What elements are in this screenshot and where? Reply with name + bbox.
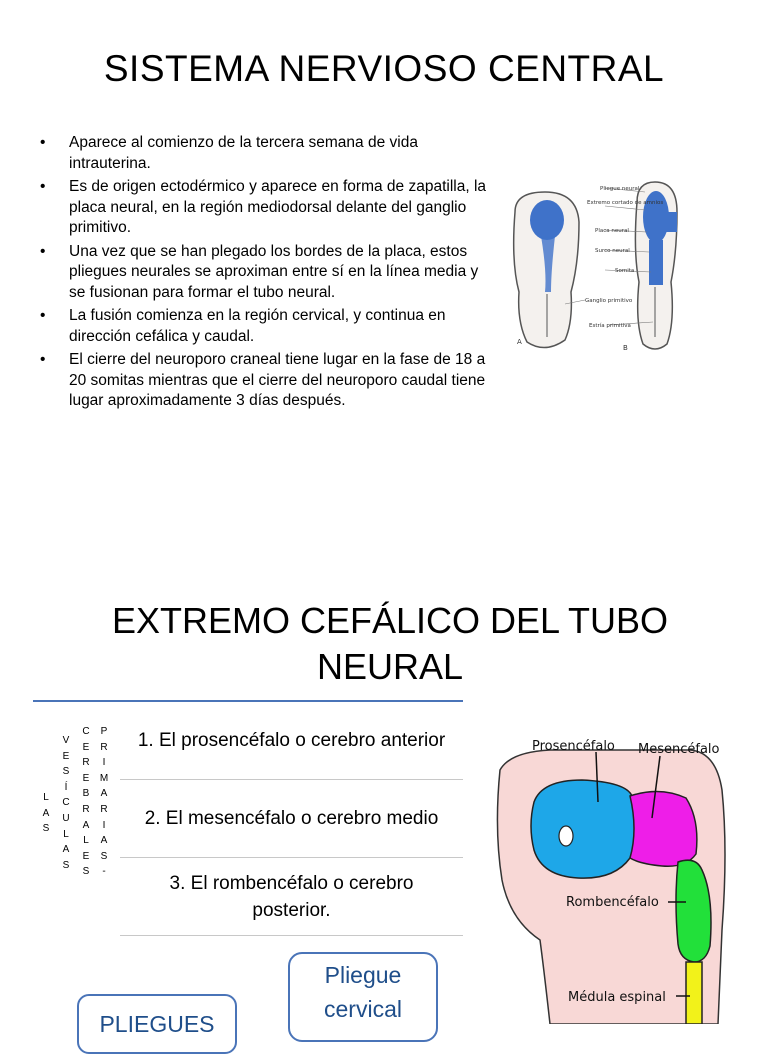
list-item-text: 3. El rombencéfalo o cerebro posterior. (169, 872, 414, 921)
vertical-letter: L (63, 828, 69, 840)
vertical-letter: C (62, 797, 70, 809)
label-prosencefalo: Prosencéfalo (532, 739, 615, 754)
label-pliegue-neural: Pliegue neural (600, 186, 640, 192)
list-item (120, 780, 463, 858)
vertical-letter: E (82, 850, 90, 862)
vesicle-list (120, 702, 463, 936)
label-rombencefalo: Rombencéfalo (566, 895, 659, 910)
vertical-letter: S (42, 823, 50, 835)
label-medula-espinal: Médula espinal (568, 990, 666, 1005)
vertical-letter: Í (64, 781, 68, 793)
bullet-item: • Es de origen ectodérmico y aparece en forma de zapatilla, la placa neural, en la región mediodorsal delante del ganglio primitivo. (38, 177, 490, 239)
vertical-word-vesiculas (59, 733, 73, 873)
vertical-letter: I (102, 819, 106, 831)
vertical-letter: A (100, 835, 108, 847)
slide1-title: SISTEMA NERVIOSO CENTRAL (103, 48, 665, 89)
vertical-letter: S (100, 850, 108, 862)
pliegues-box: PLIEGUES (77, 994, 237, 1054)
vertical-letter: I (102, 757, 106, 769)
vertical-letter: A (100, 788, 108, 800)
vertical-letter: S (62, 859, 70, 871)
vertical-letter: L (83, 835, 89, 847)
list-item-text: 2. El mesencéfalo o cerebro medio (144, 808, 439, 829)
vertical-letter: A (42, 807, 50, 819)
label-placa-neural: Placa neural (595, 228, 629, 234)
vertical-letter: A (62, 844, 70, 856)
bullet-item: • El cierre del neuroporo craneal tiene lugar en la fase de 18 a 20 somitas mientras que el cierre del neuroporo caudal tiene lugar aproximadamente 3 días después. (38, 350, 490, 412)
vertical-letter: - (102, 866, 106, 878)
vertical-letter: R (100, 741, 108, 753)
vertical-word-las (39, 790, 53, 837)
slide2-title-line2: NEURAL (316, 646, 464, 687)
pliegue-cervical-box (288, 952, 438, 1042)
vertical-letter: P (100, 726, 108, 737)
vertical-letter: R (82, 803, 90, 815)
pliegue-line2: cervical (324, 996, 402, 1022)
vertical-letter: U (62, 812, 70, 824)
panel-label-a: A (517, 338, 522, 346)
panel-label-b: B (623, 344, 628, 352)
bullet-item: • Una vez que se han plegado los bordes de la placa, estos pliegues neurales se aproximan entre sí en la línea media y se fusionan para formar el tubo neural. (38, 242, 490, 304)
label-surco-neural: Surco neural (595, 248, 630, 254)
embryo-a-neural-plate (530, 200, 564, 240)
vertical-letter: E (62, 750, 70, 762)
list-item (120, 858, 463, 936)
spinal-cord-region (686, 962, 702, 1024)
vertical-letter: E (82, 741, 90, 753)
prosencephalon-region (531, 780, 636, 878)
bullet-item: • Aparece al comienzo de la tercera semana de vida intrauterina. (38, 133, 490, 174)
vertical-letter: R (100, 803, 108, 815)
vertical-letter: B (82, 788, 90, 800)
vertical-word-primarias (97, 724, 111, 880)
label-extremo-cortado: Extremo cortado de amnios (587, 200, 664, 206)
vertical-letter: L (43, 792, 49, 803)
vertical-letter: E (82, 772, 90, 784)
label-estria-primitiva: Estría primitiva (589, 323, 631, 329)
optic-vesicle (559, 826, 573, 846)
list-item-text: 1. El prosencéfalo o cerebro anterior (137, 730, 446, 751)
vertical-letter: V (62, 735, 70, 746)
mesencephalon-region (630, 791, 697, 866)
vertical-letter: R (82, 757, 90, 769)
vertical-letter: A (82, 819, 90, 831)
bullet-item: • La fusión comienza en la región cervical, y continua en dirección cefálica y caudal. (38, 306, 490, 347)
vertical-letter: M (99, 772, 109, 784)
slide2-title (60, 598, 720, 690)
embryo-neural-plate-figure (505, 172, 705, 357)
list-item (120, 702, 463, 780)
bullet-list (38, 133, 490, 415)
vertical-word-cerebrales (79, 724, 93, 880)
vertical-letter: S (82, 866, 90, 878)
vertical-letter: C (82, 726, 90, 737)
vertical-letter: S (62, 766, 70, 778)
slide2-title-line1: EXTREMO CEFÁLICO DEL TUBO (111, 600, 669, 641)
label-ganglio-primitivo: Ganglio primitivo (585, 298, 633, 304)
brain-vesicles-figure (490, 730, 760, 1024)
label-somita: Somita (615, 268, 635, 274)
pliegue-line1: Pliegue (324, 962, 402, 988)
label-mesencefalo: Mesencéfalo (638, 742, 720, 757)
